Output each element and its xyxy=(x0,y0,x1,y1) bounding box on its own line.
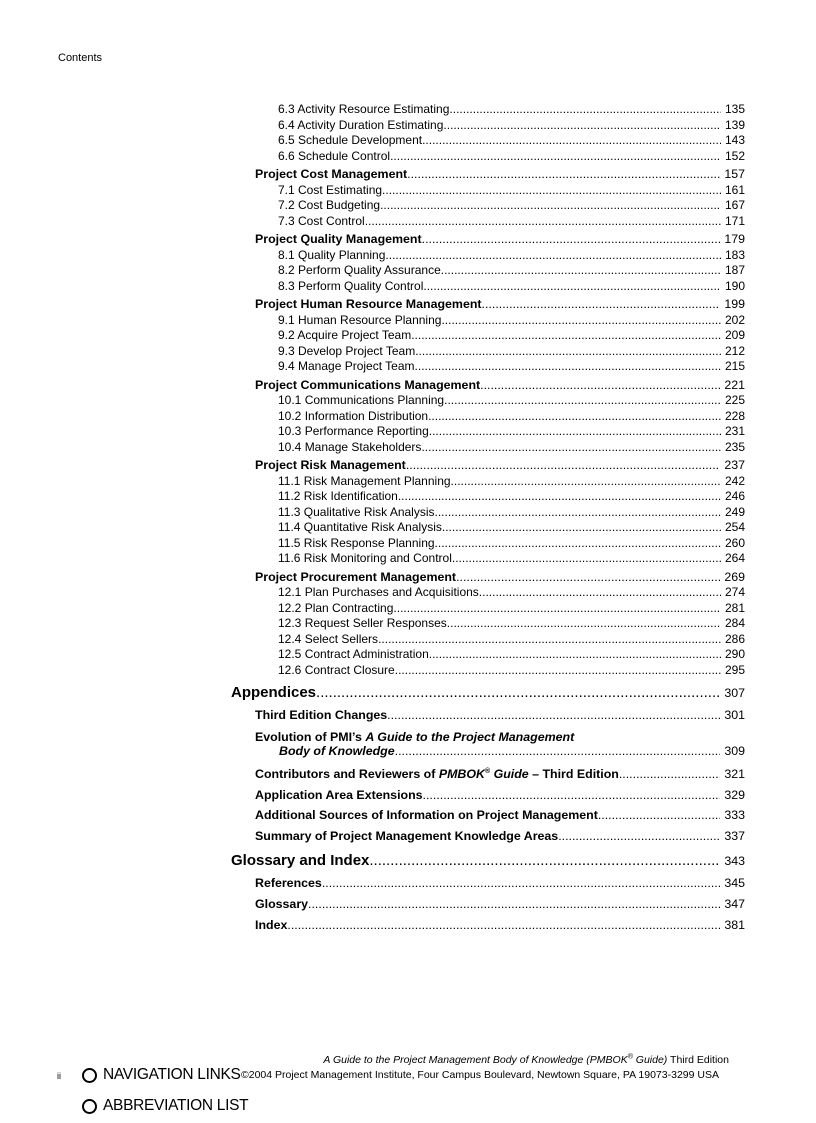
dot-leader xyxy=(398,490,721,502)
toc-page-number: 260 xyxy=(724,535,745,550)
toc-appendix-entry[interactable] xyxy=(255,789,745,805)
toc-section-entry[interactable] xyxy=(278,314,745,330)
dot-leader xyxy=(429,648,721,660)
toc-page-number: 183 xyxy=(724,247,745,262)
toc-page-number: 179 xyxy=(724,232,745,246)
dot-leader xyxy=(380,199,721,211)
toc-page-number: 237 xyxy=(724,458,745,472)
toc-entry-title: 6.5 Schedule Development xyxy=(278,133,423,147)
toc-entry-title: Project Quality Management xyxy=(255,232,422,246)
page-number: ii xyxy=(57,1071,61,1081)
dot-leader xyxy=(316,685,720,700)
dot-leader xyxy=(423,789,720,801)
toc-entry-title: 12.1 Plan Purchases and Acquisitions xyxy=(278,585,479,599)
dot-leader xyxy=(421,441,721,453)
toc-glossary-entry[interactable] xyxy=(255,877,745,893)
toc-section-entry[interactable] xyxy=(278,586,745,602)
dot-leader xyxy=(415,345,721,357)
dot-leader xyxy=(287,919,720,931)
toc-entry-title: 12.4 Select Sellers xyxy=(278,631,379,646)
toc-section-entry[interactable] xyxy=(278,119,745,135)
toc-section-entry[interactable] xyxy=(278,537,745,553)
toc-page-number: 225 xyxy=(724,393,745,407)
toc-page-number: 345 xyxy=(724,875,745,890)
toc-section-entry[interactable] xyxy=(278,199,745,215)
dot-leader xyxy=(365,215,721,227)
abbreviation-list-label: ABBREVIATION LIST xyxy=(103,1097,249,1114)
toc-page-number: 215 xyxy=(724,359,745,373)
dot-leader xyxy=(447,617,721,629)
toc-page-number: 333 xyxy=(724,808,745,823)
toc-section-entry[interactable] xyxy=(278,617,745,633)
toc-page-number: 269 xyxy=(724,569,745,584)
toc-entry-evolution-line1[interactable] xyxy=(255,729,745,745)
toc-entry-title: 11.2 Risk Identification xyxy=(278,489,398,503)
toc-chapter-entry[interactable] xyxy=(255,571,745,587)
toc-page-number: 329 xyxy=(724,787,745,802)
toc-entry-title: Third Edition Changes xyxy=(255,707,388,722)
toc-chapter-list xyxy=(231,103,745,679)
dot-leader xyxy=(598,809,720,821)
dot-leader xyxy=(443,119,721,131)
dot-leader xyxy=(441,264,721,276)
circle-icon xyxy=(82,1099,97,1114)
dot-leader xyxy=(558,830,720,842)
toc-page-number: 167 xyxy=(724,198,745,212)
toc-entry-title: 8.3 Perform Quality Control xyxy=(278,278,424,293)
toc-entry-third-edition-changes[interactable] xyxy=(255,709,745,725)
toc-section-entry[interactable] xyxy=(278,648,745,664)
toc-entry-title: Project Communications Management xyxy=(255,377,481,392)
toc-section-entry[interactable] xyxy=(278,394,745,410)
toc-section-entry[interactable] xyxy=(278,134,745,150)
toc-page-number: 286 xyxy=(724,631,745,646)
toc-entry-title: References xyxy=(255,875,322,890)
toc-page-number: 307 xyxy=(724,686,745,700)
toc-section-entry[interactable] xyxy=(278,345,745,361)
toc-page-number: 202 xyxy=(724,312,745,327)
toc-page-number: 235 xyxy=(724,439,745,454)
toc-page-number: 135 xyxy=(724,102,745,116)
toc-entry-title: 12.3 Request Seller Responses xyxy=(278,616,447,630)
toc-page-number: 337 xyxy=(724,829,745,844)
toc-entry-title: Additional Sources of Information on Project Management xyxy=(255,808,598,823)
toc-entry-title: 11.1 Risk Management Planning xyxy=(278,473,451,488)
dot-leader xyxy=(451,475,721,487)
toc-entry-title: Glossary xyxy=(255,896,309,911)
toc-page-number: 290 xyxy=(724,647,745,661)
toc-section-entry[interactable] xyxy=(278,150,745,166)
toc-section-entry[interactable] xyxy=(278,506,745,522)
toc-chapter-entry[interactable] xyxy=(255,233,745,249)
toc-section-entry[interactable] xyxy=(278,264,745,280)
toc-entry-title: 6.3 Activity Resource Estimating xyxy=(278,102,450,116)
toc-entry-title: 11.5 Risk Response Planning xyxy=(278,535,435,550)
toc-entry-title: 10.3 Performance Reporting xyxy=(278,424,429,438)
abbreviation-list-button[interactable] xyxy=(82,1097,248,1115)
toc-page-number: 157 xyxy=(724,167,745,181)
toc-page-number: 139 xyxy=(724,117,745,132)
toc-entry-title: 9.1 Human Resource Planning xyxy=(278,312,442,327)
toc-page-number: 284 xyxy=(724,616,745,630)
toc-entry-evolution-line2[interactable] xyxy=(255,745,745,761)
dot-leader xyxy=(422,134,721,146)
toc-appendix-entry[interactable] xyxy=(255,830,745,846)
toc-section-entry[interactable] xyxy=(278,425,745,441)
dot-leader xyxy=(395,745,720,757)
toc-page-number: 249 xyxy=(724,504,745,519)
toc-part-title: Appendices xyxy=(231,684,317,701)
toc-section-entry[interactable] xyxy=(278,215,745,231)
dot-leader xyxy=(390,150,721,162)
toc-chapter-entry[interactable] xyxy=(255,168,745,184)
toc-section-entry[interactable] xyxy=(278,280,745,296)
dot-leader xyxy=(407,168,720,180)
dot-leader xyxy=(482,298,720,310)
toc-part-appendices[interactable] xyxy=(231,685,745,704)
toc-entry-title: 7.2 Cost Budgeting xyxy=(278,198,381,212)
dot-leader xyxy=(456,571,720,583)
toc-section-entry[interactable] xyxy=(278,329,745,345)
toc-section-entry[interactable] xyxy=(278,249,745,265)
toc-section-entry[interactable] xyxy=(278,103,745,119)
toc-chapter-entry[interactable] xyxy=(255,379,745,395)
toc-appendix-list xyxy=(231,789,745,847)
dot-leader xyxy=(387,709,720,721)
toc-entry-title: Application Area Extensions xyxy=(255,787,423,802)
toc-entry-title: Summary of Project Management Knowledge Areas xyxy=(255,829,559,844)
dot-leader xyxy=(369,853,720,868)
running-head: Contents xyxy=(58,52,103,64)
toc-page-number: 381 xyxy=(724,917,745,932)
toc-entry-title: 10.4 Manage Stakeholders xyxy=(278,439,422,454)
toc-page-number: 264 xyxy=(724,551,745,565)
toc-entry-title: Contributors and Reviewers of PMBOK® Guide – Third Edition xyxy=(255,766,619,781)
toc-glossary-entry[interactable] xyxy=(255,919,745,935)
dot-leader xyxy=(428,410,721,422)
toc-entry-title: 7.1 Cost Estimating xyxy=(278,182,383,197)
toc-part-title: Glossary and Index xyxy=(231,852,370,870)
toc-section-entry[interactable] xyxy=(278,521,745,537)
dot-leader xyxy=(619,768,720,780)
dot-leader xyxy=(442,521,721,533)
navigation-links-button[interactable] xyxy=(82,1066,241,1084)
toc-page-number: 347 xyxy=(724,896,745,911)
dot-leader xyxy=(411,329,721,341)
toc-entry-title: 12.2 Plan Contracting xyxy=(278,600,394,615)
toc-page-number: 221 xyxy=(724,377,745,392)
toc-section-entry[interactable] xyxy=(278,552,745,568)
toc-entry-title: 8.1 Quality Planning xyxy=(278,247,386,262)
toc-section-entry[interactable] xyxy=(278,490,745,506)
toc-page-number: 199 xyxy=(724,297,745,311)
toc-page-number: 161 xyxy=(724,182,745,197)
toc-entry-title: Project Procurement Management xyxy=(255,569,457,584)
toc-entry-title: 9.4 Manage Project Team xyxy=(278,359,415,373)
toc-page-number: 343 xyxy=(724,854,745,869)
toc-section-entry[interactable] xyxy=(278,360,745,376)
toc-page-number: 143 xyxy=(724,133,745,147)
toc-entry-title: 11.3 Qualitative Risk Analysis xyxy=(278,504,435,519)
toc-page-number: 281 xyxy=(724,600,745,615)
circle-icon xyxy=(82,1068,97,1083)
dot-leader xyxy=(308,898,720,910)
toc-part-glossary-index[interactable] xyxy=(231,853,745,872)
toc-entry-title: 12.5 Contract Administration xyxy=(278,647,429,661)
dot-leader xyxy=(422,233,720,245)
toc-page-number: 209 xyxy=(724,328,745,342)
toc-entry-title: 6.6 Schedule Control xyxy=(278,148,391,163)
toc-page-number: 231 xyxy=(724,424,745,438)
toc-page-number: 254 xyxy=(724,520,745,534)
dot-leader xyxy=(406,459,720,471)
toc-page-number: 309 xyxy=(724,743,745,758)
toc-entry-title: Evolution of PMI’s A Guide to the Project Management xyxy=(255,729,575,744)
toc-page-number: 190 xyxy=(724,278,745,293)
toc-section-entry[interactable] xyxy=(278,475,745,491)
dot-leader xyxy=(480,379,720,391)
toc-entry-title: 8.2 Perform Quality Assurance xyxy=(278,263,441,277)
toc-entry-title: 9.2 Acquire Project Team xyxy=(278,328,412,342)
dot-leader xyxy=(393,602,721,614)
dot-leader xyxy=(441,314,721,326)
toc-chapter-entry[interactable] xyxy=(255,298,745,314)
toc-entry-title-continued: Body of Knowledge xyxy=(279,743,395,758)
toc-entry-title: 9.3 Develop Project Team xyxy=(278,343,416,358)
toc-page-number: 212 xyxy=(724,343,745,358)
toc-section-entry[interactable] xyxy=(278,664,745,680)
dot-leader xyxy=(385,249,721,261)
toc-glossary-list xyxy=(231,877,745,935)
toc-page-number: 187 xyxy=(724,263,745,277)
footer-copyright: ©2004 Project Management Institute, Four Campus Boulevard, Newtown Square, PA 19073-3299 USA xyxy=(241,1069,719,1081)
dot-leader xyxy=(423,280,721,292)
toc-entry-contributors[interactable] xyxy=(255,768,745,784)
dot-leader xyxy=(395,664,721,676)
dot-leader xyxy=(435,506,721,518)
toc-entry-title: 12.6 Contract Closure xyxy=(278,662,395,677)
toc-entry-title: Project Risk Management xyxy=(255,458,406,472)
dot-leader xyxy=(429,425,721,437)
toc-page-number: 321 xyxy=(724,766,745,781)
toc-page-number: 242 xyxy=(724,473,745,488)
toc-glossary-entry[interactable] xyxy=(255,898,745,914)
toc-entry-title: 11.6 Risk Monitoring and Control xyxy=(278,551,452,565)
toc-entry-title: 10.2 Information Distribution xyxy=(278,408,429,423)
toc-section-entry[interactable] xyxy=(278,410,745,426)
toc-page-number: 152 xyxy=(724,148,745,163)
dot-leader xyxy=(415,360,721,372)
navigation-links-label: NAVIGATION LINKS xyxy=(103,1066,241,1083)
dot-leader xyxy=(435,537,721,549)
dot-leader xyxy=(479,586,721,598)
toc-page-number: 228 xyxy=(724,408,745,423)
toc-entry-title: 7.3 Cost Control xyxy=(278,213,365,228)
toc-entry-title: Project Cost Management xyxy=(255,167,408,181)
dot-leader xyxy=(449,103,721,115)
dot-leader xyxy=(378,633,721,645)
toc-entry-title: 10.1 Communications Planning xyxy=(278,393,445,407)
toc-page-number: 171 xyxy=(724,213,745,228)
dot-leader xyxy=(322,877,720,889)
footer-book-title: A Guide to the Project Management Body of Knowledge (PMBOK® Guide) Third Edition xyxy=(323,1053,729,1066)
toc-page-number: 295 xyxy=(724,662,745,677)
dot-leader xyxy=(444,394,721,406)
toc-entry-title: Index xyxy=(255,917,288,932)
toc-section-entry[interactable] xyxy=(278,602,745,618)
toc-appendix-entry[interactable] xyxy=(255,809,745,825)
toc-page-number: 274 xyxy=(724,585,745,599)
toc-page-number: 246 xyxy=(724,489,745,503)
dot-leader xyxy=(452,552,721,564)
table-of-contents xyxy=(231,103,745,935)
toc-section-entry[interactable] xyxy=(278,633,745,649)
toc-section-entry[interactable] xyxy=(278,441,745,457)
toc-entry-title: 6.4 Activity Duration Estimating xyxy=(278,117,444,132)
toc-entry-title: 11.4 Quantitative Risk Analysis xyxy=(278,520,442,534)
toc-entry-title: Project Human Resource Management xyxy=(255,297,482,311)
dot-leader xyxy=(382,184,721,196)
toc-chapter-entry[interactable] xyxy=(255,459,745,475)
toc-page-number: 301 xyxy=(724,707,745,722)
toc-section-entry[interactable] xyxy=(278,184,745,200)
